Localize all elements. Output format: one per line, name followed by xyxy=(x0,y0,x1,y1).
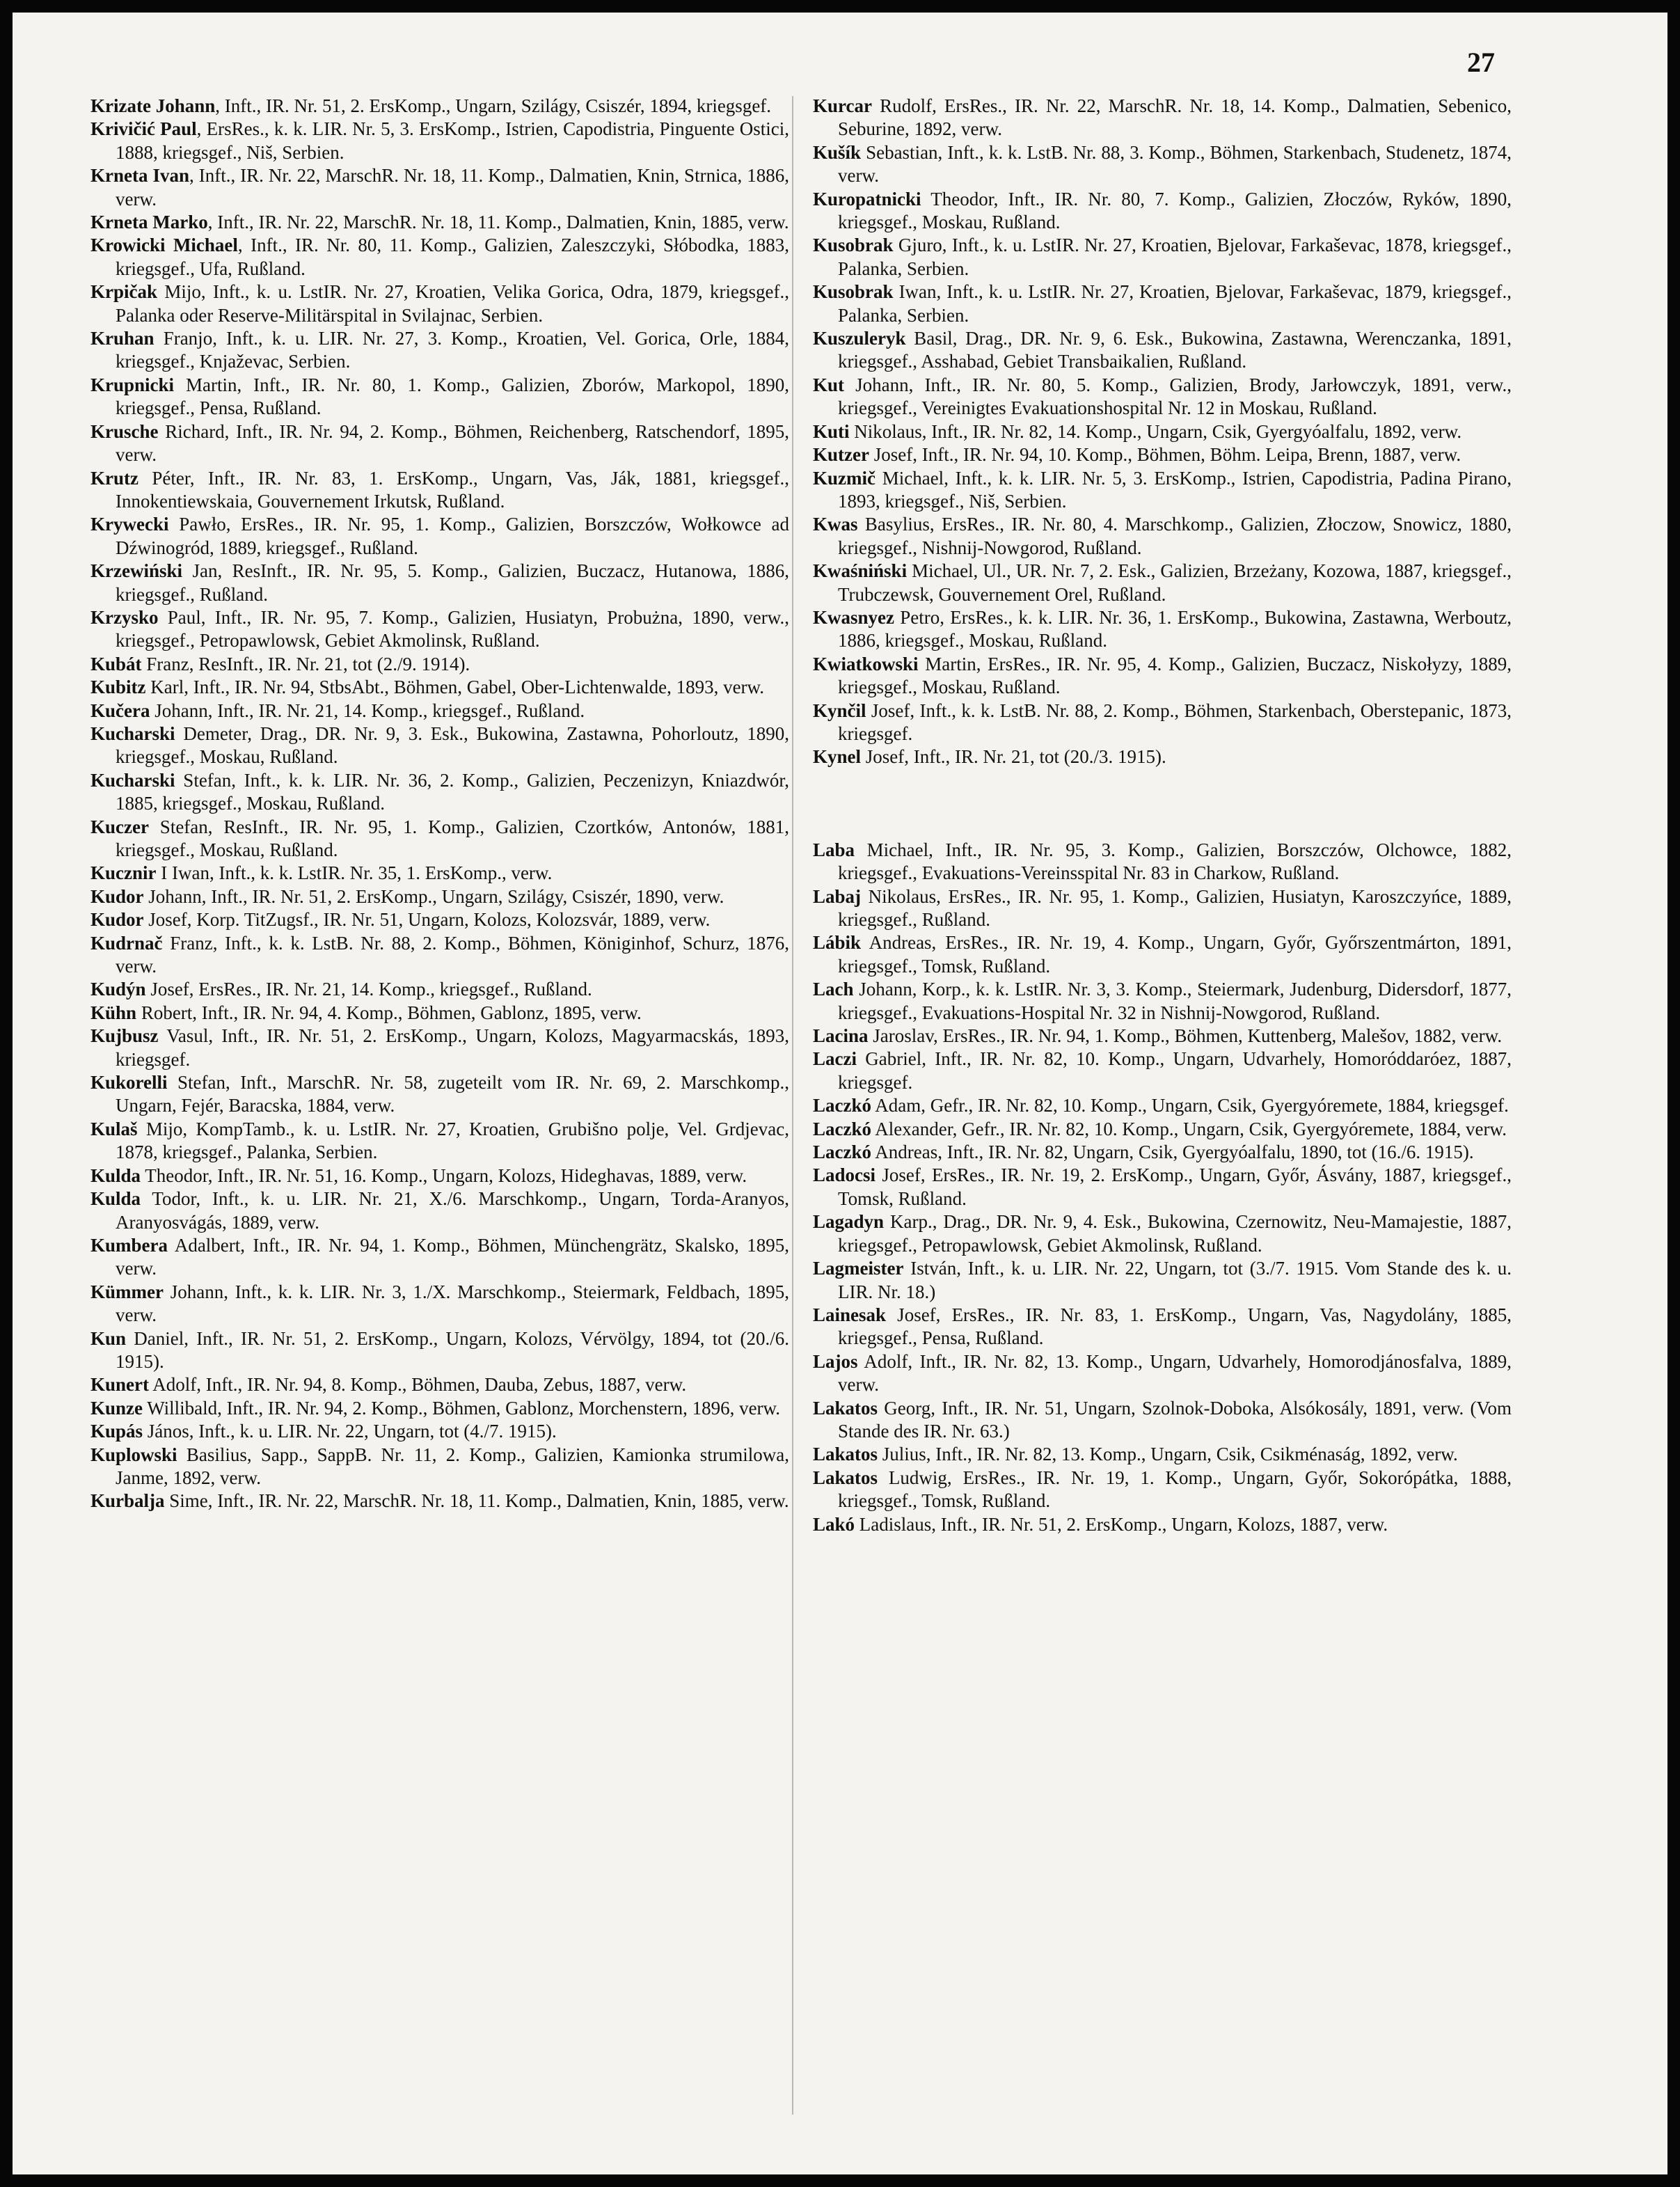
entry-surname: Kusobrak xyxy=(813,281,894,303)
entry-surname: Kruhan xyxy=(90,328,154,349)
register-entry xyxy=(90,769,789,816)
entry-details: Johann, Inft., k. k. LIR. Nr. 3, 1./X. Marschkomp., Steiermark, Feldbach, 1895, verw. xyxy=(116,1281,789,1326)
entry-surname: Krizate Johann xyxy=(90,95,216,116)
entry-details: , Inft., IR. Nr. 51, 2. ErsKomp., Ungarn, Szilágy, Csiszér, 1894, kriegsgef. xyxy=(215,95,772,116)
entry-details: Michael, Ul., UR. Nr. 7, 2. Esk., Galizien, Brzeżany, Kozowa, 1887, kriegsgef., Trubczewsk, Gouvernement Orel, Rußland. xyxy=(838,560,1512,605)
entry-surname: Lajos xyxy=(813,1350,858,1372)
entry-details: Johann, Inft., IR. Nr. 80, 5. Komp., Galizien, Brody, Jarłowczyk, 1891, verw., kriegsgef., Vereinigtes Evakuationshospital Nr. 12 in Moskau, Rußland. xyxy=(838,374,1512,419)
document-page xyxy=(13,13,1667,2174)
entry-surname: Krpičak xyxy=(90,281,158,303)
entry-details: Basil, Drag., DR. Nr. 9, 6. Esk., Bukowina, Zastawna, Werenczanka, 1891, kriegsgef., Asshabad, Gebiet Transbaikalien, Rußland. xyxy=(838,328,1512,372)
entry-surname: Kutzer xyxy=(813,444,869,466)
entry-surname: Krusche xyxy=(90,420,159,442)
entry-surname: Lakatos xyxy=(813,1467,878,1488)
register-entry xyxy=(90,862,789,885)
entry-surname: Kulda xyxy=(90,1164,141,1186)
entry-surname: Kuplowski xyxy=(90,1444,177,1465)
entry-details: Josef, Inft., IR. Nr. 21, tot (20./3. 1915). xyxy=(861,746,1166,768)
entry-surname: Kučera xyxy=(90,700,150,721)
register-entry xyxy=(90,1420,789,1443)
register-entry xyxy=(813,281,1512,327)
entry-details: Josef, Inft., k. k. LstB. Nr. 88, 2. Komp., Böhmen, Starkenbach, Oberstepanic, 1873, kriegsgef. xyxy=(838,700,1512,744)
section-gap xyxy=(813,769,1512,839)
entry-surname: Krneta Ivan xyxy=(90,165,189,187)
entry-surname: Kupás xyxy=(90,1421,143,1442)
page-number: 27 xyxy=(1467,47,1495,78)
entry-surname: Kümmer xyxy=(90,1281,164,1302)
register-entry xyxy=(813,1467,1512,1513)
entry-surname: Kujbusz xyxy=(90,1025,159,1047)
entry-details: Martin, ErsRes., IR. Nr. 95, 4. Komp., Galizien, Buczacz, Niskołyzy, 1889, kriegsgef., Moskau, Rußland. xyxy=(838,653,1512,698)
entry-details: I Iwan, Inft., k. k. LstIR. Nr. 35, 1. ErsKomp., verw. xyxy=(156,862,553,884)
register-entry xyxy=(90,327,789,374)
entry-details: Karl, Inft., IR. Nr. 94, StbsAbt., Böhmen, Gabel, Ober-Lichtenwalde, 1893, verw. xyxy=(145,677,765,698)
entry-details: Richard, Inft., IR. Nr. 94, 2. Komp., Böhmen, Reichenberg, Ratschendorf, 1895, verw. xyxy=(116,420,789,466)
entry-details: Mijo, Inft., k. u. LstIR. Nr. 27, Kroatien, Velika Gorica, Odra, 1879, kriegsgef., Palanka oder Reserve-Militärspital in Svilajnac, Serbien. xyxy=(116,281,789,326)
entry-surname: Laczkó xyxy=(813,1118,871,1139)
register-entry xyxy=(813,1025,1512,1048)
entry-surname: Lacina xyxy=(813,1025,869,1047)
entry-surname: Kušík xyxy=(813,141,862,163)
entry-surname: Kulda xyxy=(90,1188,141,1210)
entry-details: Michael, Inft., IR. Nr. 95, 3. Komp., Galizien, Borszczów, Olchowce, 1882, kriegsgef., Evakuations-Vereinsspital Nr. 83 in Charkow, Rußland. xyxy=(838,839,1512,884)
register-entry xyxy=(813,885,1512,932)
register-entry xyxy=(813,513,1512,560)
register-entry xyxy=(90,1444,789,1490)
entry-details: Johann, Inft., IR. Nr. 51, 2. ErsKomp., Ungarn, Szilágy, Csiszér, 1890, verw. xyxy=(143,885,724,907)
entry-details: Nikolaus, Inft., IR. Nr. 82, 14. Komp., Ungarn, Csik, Gyergyóalfalu, 1892, verw. xyxy=(849,420,1462,442)
entry-surname: Kunze xyxy=(90,1397,143,1419)
entry-details: Rudolf, ErsRes., IR. Nr. 22, MarschR. Nr. 18, 14. Komp., Dalmatien, Sebenico, Seburine, 1892, verw. xyxy=(838,95,1512,140)
entry-details: Karp., Drag., DR. Nr. 9, 4. Esk., Bukowina, Czernowitz, Neu-Mamajestie, 1887, kriegsgef., Petropawlowsk, Gebiet Akmolinsk, Rußland. xyxy=(838,1211,1512,1256)
entry-details: Adalbert, Inft., IR. Nr. 94, 1. Komp., Böhmen, Münchengrätz, Skalsko, 1895, verw. xyxy=(116,1234,789,1279)
entry-details: Sime, Inft., IR. Nr. 22, MarschR. Nr. 18, 11. Komp., Dalmatien, Knin, 1885, verw. xyxy=(164,1490,789,1512)
entry-details: Adolf, Inft., IR. Nr. 82, 13. Komp., Ungarn, Udvarhely, Homorodjánosfalva, 1889, verw. xyxy=(838,1350,1512,1396)
register-entry xyxy=(90,281,789,327)
entry-details: Jaroslav, ErsRes., IR. Nr. 94, 1. Komp., Böhmen, Kuttenberg, Malešov, 1882, verw. xyxy=(868,1025,1503,1047)
register-entry xyxy=(90,978,789,1001)
entry-surname: Lagadyn xyxy=(813,1211,885,1233)
entry-details: Adolf, Inft., IR. Nr. 94, 8. Komp., Böhmen, Dauba, Zebus, 1887, verw. xyxy=(149,1374,687,1396)
entry-surname: Krupnicki xyxy=(90,374,175,395)
register-entry xyxy=(90,606,789,653)
entry-surname: Kumbera xyxy=(90,1234,168,1256)
entry-details: Josef, Korp. TitZugsf., IR. Nr. 51, Ungarn, Kolozs, Kolozsvár, 1889, verw. xyxy=(143,909,711,931)
entry-details: Péter, Inft., IR. Nr. 83, 1. ErsKomp., Ungarn, Vas, Ják, 1881, kriegsgef., Innokentiewskaia, Gouvernement Irkutsk, Rußland. xyxy=(116,467,789,512)
entry-surname: Laczi xyxy=(813,1048,857,1070)
entry-details: Josef, ErsRes., IR. Nr. 83, 1. ErsKomp., Ungarn, Vas, Nagydolány, 1885, kriegsgef., Pensa, Rußland. xyxy=(838,1304,1512,1349)
entry-details: Andreas, ErsRes., IR. Nr. 19, 4. Komp., Ungarn, Győr, Győrszentmárton, 1891, kriegsgef., Tomsk, Rußland. xyxy=(838,932,1512,977)
entry-surname: Kulaš xyxy=(90,1118,138,1139)
entry-details: , Inft., IR. Nr. 80, 11. Komp., Galizien, Zaleszczyki, Słóbodka, 1883, kriegsgef., Ufa, Rußland. xyxy=(116,235,789,279)
register-entry xyxy=(813,95,1512,141)
entry-details: Nikolaus, ErsRes., IR. Nr. 95, 1. Komp., Galizien, Husiatyn, Karoszczyńce, 1889, kriegsgef., Rußland. xyxy=(838,885,1512,930)
entry-surname: Lakó xyxy=(813,1513,855,1535)
register-entry xyxy=(813,653,1512,700)
entry-surname: Kunert xyxy=(90,1374,149,1396)
register-entry xyxy=(813,188,1512,235)
register-entry xyxy=(90,1490,789,1513)
entry-details: Johann, Korp., k. k. LstIR. Nr. 3, 3. Komp., Steiermark, Judenburg, Didersdorf, 1877, kriegsgef., Evakuations-Hospital Nr. 32 in Nishnij-Nowgorod, Rußland. xyxy=(838,979,1512,1023)
register-entry xyxy=(90,676,789,699)
register-entry xyxy=(90,95,789,118)
entry-surname: Lainesak xyxy=(813,1304,887,1325)
entry-details: Stefan, Inft., k. k. LIR. Nr. 36, 2. Komp., Galizien, Peczenizyn, Kniazdwór, 1885, kriegsgef., Moskau, Rußland. xyxy=(116,769,789,814)
entry-surname: Kühn xyxy=(90,1002,137,1023)
register-entry xyxy=(90,211,789,234)
entry-details: Willibald, Inft., IR. Nr. 94, 2. Komp., Böhmen, Gablonz, Morchenstern, 1896, verw. xyxy=(143,1397,781,1419)
entry-surname: Kudýn xyxy=(90,979,146,1000)
entry-surname: Kudrnač xyxy=(90,932,163,954)
entry-surname: Ladocsi xyxy=(813,1164,876,1186)
entry-details: Paul, Inft., IR. Nr. 95, 7. Komp., Galizien, Husiatyn, Probużna, 1890, verw., kriegsgef., Petropawlowsk, Gebiet Akmolinsk, Rußland. xyxy=(116,606,789,652)
register-entry xyxy=(90,164,789,211)
entry-surname: Kucharski xyxy=(90,723,175,744)
entry-details: Demeter, Drag., DR. Nr. 9, 3. Esk., Bukowina, Zastawna, Pohorloutz, 1890, kriegsgef., Moskau, Rußland. xyxy=(116,723,789,768)
entry-surname: Kurcar xyxy=(813,95,872,116)
entry-surname: Krutz xyxy=(90,467,138,489)
register-entry xyxy=(813,839,1512,885)
register-entry xyxy=(813,374,1512,420)
entry-details: Vasul, Inft., IR. Nr. 51, 2. ErsKomp., Ungarn, Kolozs, Magyarmacskás, 1893, kriegsgef. xyxy=(116,1025,789,1070)
register-entry xyxy=(90,1025,789,1071)
register-entry xyxy=(813,1443,1512,1466)
entry-details: Theodor, Inft., IR. Nr. 80, 7. Komp., Galizien, Złoczów, Ryków, 1890, kriegsgef., Moskau, Rußland. xyxy=(838,188,1512,233)
entry-details: Petro, ErsRes., k. k. LIR. Nr. 36, 1. ErsKomp., Bukowina, Zastawna, Werboutz, 1886, kriegsgef., Moskau, Rußland. xyxy=(838,606,1512,652)
register-entry xyxy=(90,723,789,769)
entry-details: Martin, Inft., IR. Nr. 80, 1. Komp., Galizien, Zborów, Markopol, 1890, kriegsgef., Pensa, Rußland. xyxy=(116,374,789,419)
register-entry xyxy=(90,467,789,514)
entry-details: Andreas, Inft., IR. Nr. 82, Ungarn, Csik, Gyergyóalfalu, 1890, tot (16./6. 1915). xyxy=(871,1142,1474,1163)
register-entry xyxy=(813,420,1512,443)
entry-details: Franz, Inft., k. k. LstB. Nr. 88, 2. Komp., Böhmen, Königinhof, Schurz, 1876, verw. xyxy=(116,932,789,977)
entry-details: Basylius, ErsRes., IR. Nr. 80, 4. Marschkomp., Galizien, Złoczow, Snowicz, 1880, kriegsgef., Nishnij-Nowgorod, Rußland. xyxy=(838,514,1512,558)
register-entry xyxy=(90,118,789,164)
entry-details: Johann, Inft., IR. Nr. 21, 14. Komp., kriegsgef., Rußland. xyxy=(150,700,585,721)
entry-details: Ludwig, ErsRes., IR. Nr. 19, 1. Komp., Ungarn, Győr, Sokorópátka, 1888, kriegsgef., Tomsk, Rußland. xyxy=(838,1467,1512,1512)
entry-details: Adam, Gefr., IR. Nr. 82, 10. Komp., Ungarn, Csik, Gyergyóremete, 1884, kriegsgef. xyxy=(871,1095,1509,1116)
entry-surname: Kwasnyez xyxy=(813,606,894,628)
entry-details: Robert, Inft., IR. Nr. 94, 4. Komp., Böhmen, Gablonz, 1895, verw. xyxy=(136,1002,642,1023)
entry-surname: Kwaśniński xyxy=(813,560,908,582)
register-entry xyxy=(90,234,789,281)
entry-details: Ladislaus, Inft., IR. Nr. 51, 2. ErsKomp., Ungarn, Kolozs, 1887, verw. xyxy=(855,1513,1388,1535)
register-entry xyxy=(90,420,789,467)
register-entry xyxy=(813,1094,1512,1117)
register-entry xyxy=(813,560,1512,606)
entry-details: Josef, ErsRes., IR. Nr. 19, 2. ErsKomp., Ungarn, Győr, Ásvány, 1887, kriegsgef., Tomsk, Rußland. xyxy=(838,1164,1512,1209)
register-entry xyxy=(813,443,1512,466)
entry-details: Sebastian, Inft., k. k. LstB. Nr. 88, 3. Komp., Böhmen, Starkenbach, Studenetz, 1874, verw. xyxy=(838,141,1512,187)
entry-surname: Laba xyxy=(813,839,855,860)
entry-surname: Kurbalja xyxy=(90,1490,165,1512)
entry-details: Theodor, Inft., IR. Nr. 51, 16. Komp., Ungarn, Kolozs, Hideghavas, 1889, verw. xyxy=(141,1164,747,1186)
register-entry xyxy=(813,1048,1512,1094)
register-entry xyxy=(90,1187,789,1234)
entry-details: Josef, Inft., IR. Nr. 94, 10. Komp., Böhmen, Böhm. Leipa, Brenn, 1887, verw. xyxy=(869,444,1461,466)
entry-surname: Krowicki Michael xyxy=(90,235,238,256)
entry-details: , ErsRes., k. k. LIR. Nr. 5, 3. ErsKomp., Istrien, Capodistria, Pinguente Ostici, 1888, kriegsgef., Niš, Serbien. xyxy=(116,118,789,163)
register-entry xyxy=(90,1118,789,1164)
entry-surname: Lach xyxy=(813,979,854,1000)
entry-details: Daniel, Inft., IR. Nr. 51, 2. ErsKomp., Ungarn, Kolozs, Vérvölgy, 1894, tot (20./6. 1915). xyxy=(116,1327,789,1372)
entry-surname: Lakatos xyxy=(813,1397,878,1419)
register-entry xyxy=(813,700,1512,746)
entry-surname: Kuczer xyxy=(90,816,149,837)
register-entry xyxy=(90,1164,789,1187)
entry-surname: Krneta Marko xyxy=(90,212,208,233)
entry-surname: Krzysko xyxy=(90,606,159,628)
entry-details: Gjuro, Inft., k. u. LstIR. Nr. 27, Kroatien, Bjelovar, Farkaševac, 1878, kriegsgef., Palanka, Serbien. xyxy=(838,235,1512,279)
register-entry xyxy=(813,1164,1512,1210)
register-entry xyxy=(90,908,789,931)
register-entry xyxy=(813,141,1512,188)
entry-details: Michael, Inft., k. k. LIR. Nr. 5, 3. ErsKomp., Istrien, Capodistria, Padina Pirano, 1893, kriegsgef., Niš, Serbien. xyxy=(838,467,1512,512)
register-entry xyxy=(813,234,1512,281)
entry-surname: Kukorelli xyxy=(90,1072,168,1094)
entry-details: Stefan, ResInft., IR. Nr. 95, 1. Komp., Galizien, Czortków, Antonów, 1881, kriegsgef., Moskau, Rußland. xyxy=(116,816,789,860)
entry-surname: Kusobrak xyxy=(813,235,894,256)
register-entry xyxy=(813,978,1512,1025)
register-entry xyxy=(90,1373,789,1396)
entry-details: Basilius, Sapp., SappB. Nr. 11, 2. Komp., Galizien, Kamionka strumilowa, Janme, 1892, verw. xyxy=(116,1444,789,1488)
register-entry xyxy=(90,560,789,606)
right-column xyxy=(813,95,1512,1536)
entry-surname: Kubitz xyxy=(90,677,146,698)
register-entry xyxy=(90,1071,789,1118)
entry-details: Gabriel, Inft., IR. Nr. 82, 10. Komp., Ungarn, Udvarhely, Homoróddaróez, 1887, kriegsgef. xyxy=(838,1048,1512,1093)
register-entry xyxy=(90,1327,789,1374)
entry-surname: Kudor xyxy=(90,885,144,907)
entry-details: Franz, ResInft., IR. Nr. 21, tot (2./9. 1914). xyxy=(141,653,470,674)
entry-surname: Lábik xyxy=(813,932,862,954)
register-entry xyxy=(90,653,789,676)
entry-details: Pawło, ErsRes., IR. Nr. 95, 1. Komp., Galizien, Borszczów, Wołkowce ad Dźwinogród, 1889, kriegsgef., Rußland. xyxy=(116,514,789,558)
register-entry xyxy=(813,1397,1512,1444)
entry-details: Todor, Inft., k. u. LIR. Nr. 21, X./6. Marschkomp., Ungarn, Torda-Aranyos, Aranyosvágás, 1889, verw. xyxy=(116,1188,789,1233)
register-entry xyxy=(813,745,1512,768)
entry-surname: Kudor xyxy=(90,909,144,931)
entry-details: Josef, ErsRes., IR. Nr. 21, 14. Komp., kriegsgef., Rußland. xyxy=(145,979,592,1000)
register-entry xyxy=(813,327,1512,374)
entry-surname: Lakatos xyxy=(813,1444,878,1465)
register-entry xyxy=(90,932,789,979)
entry-details: Georg, Inft., IR. Nr. 51, Ungarn, Szolnok-Doboka, Alsókosály, 1891, verw. (Vom Stande des IR. Nr. 63.) xyxy=(838,1397,1512,1442)
register-entry xyxy=(90,700,789,723)
entry-surname: Kynčil xyxy=(813,700,866,721)
register-entry xyxy=(813,931,1512,978)
register-entry xyxy=(90,1397,789,1420)
entry-details: Jan, ResInft., IR. Nr. 95, 5. Komp., Galizien, Buczacz, Hutanowa, 1886, kriegsgef., Rußland. xyxy=(116,560,789,605)
register-entry xyxy=(813,1350,1512,1397)
register-entry xyxy=(813,606,1512,653)
register-entry xyxy=(90,1234,789,1281)
entry-surname: Kuropatnicki xyxy=(813,188,921,210)
entry-surname: Kuszuleryk xyxy=(813,328,906,349)
entry-surname: Kucharski xyxy=(90,769,175,791)
entry-surname: Kubát xyxy=(90,653,142,674)
entry-details: Franjo, Inft., k. u. LIR. Nr. 27, 3. Komp., Kroatien, Vel. Gorica, Orle, 1884, kriegsgef., Knjaževac, Serbien. xyxy=(116,328,789,372)
register-entry xyxy=(813,1210,1512,1257)
entry-surname: Kuti xyxy=(813,420,850,442)
entry-surname: Kucznir xyxy=(90,862,157,884)
entry-details: Julius, Inft., IR. Nr. 82, 13. Komp., Ungarn, Csik, Csikménaság, 1892, verw. xyxy=(878,1444,1458,1465)
entry-surname: Krzewiński xyxy=(90,560,182,582)
register-entry xyxy=(813,1304,1512,1350)
entry-surname: Kut xyxy=(813,374,845,395)
register-entry xyxy=(813,1257,1512,1304)
entry-details: Mijo, KompTamb., k. u. LstIR. Nr. 27, Kroatien, Grubišno polje, Vel. Grdjevac, 1878, kriegsgef., Palanka, Serbien. xyxy=(116,1118,789,1163)
entry-details: Stefan, Inft., MarschR. Nr. 58, zugeteilt vom IR. Nr. 69, 2. Marschkomp., Ungarn, Fejér, Baracska, 1884, verw. xyxy=(116,1072,789,1116)
entry-surname: Krywecki xyxy=(90,514,169,535)
entry-surname: Laczkó xyxy=(813,1142,871,1163)
register-entry xyxy=(813,1513,1512,1536)
register-entry xyxy=(90,513,789,560)
register-entry xyxy=(90,885,789,908)
register-entry xyxy=(813,467,1512,514)
entry-surname: Kwas xyxy=(813,514,858,535)
entry-surname: Kuzmič xyxy=(813,467,875,489)
entry-surname: Kwiatkowski xyxy=(813,653,919,674)
register-entry xyxy=(90,1281,789,1327)
register-entry xyxy=(813,1118,1512,1141)
entry-details: Iwan, Inft., k. u. LstIR. Nr. 27, Kroatien, Bjelovar, Farkaševac, 1879, kriegsgef., Palanka, Serbien. xyxy=(838,281,1512,326)
register-entry xyxy=(90,816,789,862)
entry-surname: Laczkó xyxy=(813,1095,871,1116)
entry-surname: Kun xyxy=(90,1327,127,1349)
column-divider xyxy=(792,96,793,2115)
entry-surname: Labaj xyxy=(813,885,862,907)
register-entry xyxy=(90,1002,789,1025)
entry-surname: Kynel xyxy=(813,746,862,768)
entry-details: István, Inft., k. u. LIR. Nr. 22, Ungarn, tot (3./7. 1915. Vom Stande des k. u. LIR. Nr. 18.) xyxy=(838,1258,1512,1302)
register-entry xyxy=(813,1141,1512,1164)
entry-surname: Lagmeister xyxy=(813,1258,904,1279)
entry-details: Alexander, Gefr., IR. Nr. 82, 10. Komp., Ungarn, Csik, Gyergyóremete, 1884, verw. xyxy=(871,1118,1507,1139)
left-column xyxy=(90,95,789,1513)
entry-surname: Krivičić Paul xyxy=(90,118,197,140)
register-entry xyxy=(90,374,789,420)
entry-details: János, Inft., k. u. LIR. Nr. 22, Ungarn, tot (4./7. 1915). xyxy=(143,1421,557,1442)
entry-details: , Inft., IR. Nr. 22, MarschR. Nr. 18, 11. Komp., Dalmatien, Knin, 1885, verw. xyxy=(207,212,789,233)
entry-details: , Inft., IR. Nr. 22, MarschR. Nr. 18, 11. Komp., Dalmatien, Knin, Strnica, 1886, verw. xyxy=(116,165,790,210)
